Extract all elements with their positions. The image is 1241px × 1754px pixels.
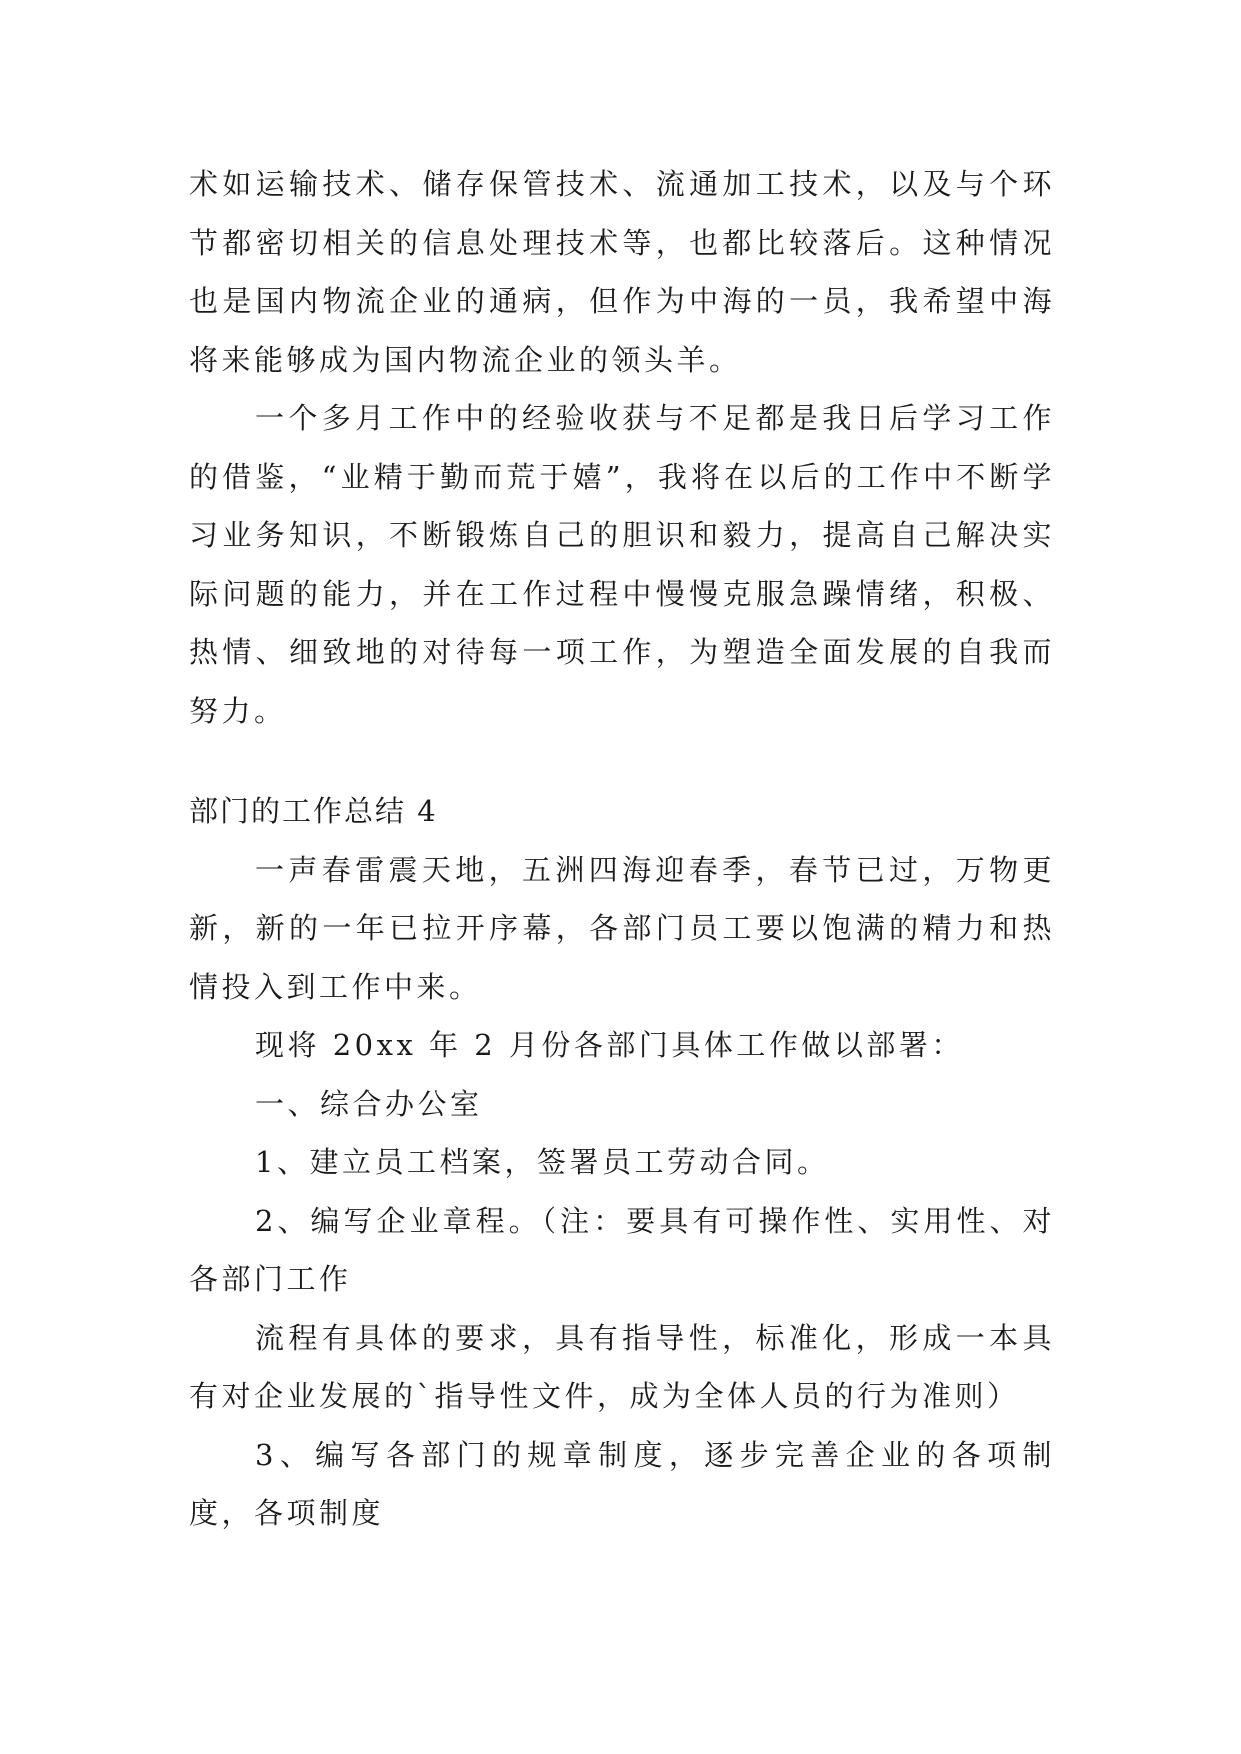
list-item-2: 2、编写企业章程。（注：要具有可操作性、实用性、对各部门工作 [189,1203,1055,1296]
section-title: 部门的工作总结 4 [189,794,438,828]
list-item-3: 3、编写各部门的规章制度，逐步完善企业的各项制度，各项制度 [189,1437,1055,1530]
paragraph-plan-intro: 现将 20xx 年 2 月份各部门具体工作做以部署： [255,1028,964,1062]
list-item-1: 1、建立员工档案，签署员工劳动合同。 [255,1145,830,1179]
list-item-2-continued: 流程有具体的要求，具有指导性，标准化，形成一本具有对企业发展的`指导性文件，成为全体人员的行为准则） [189,1320,1055,1413]
paragraph-office-heading: 一、综合办公室 [255,1086,483,1121]
paragraph-continuation: 术如运输技术、储存保管技术、流通加工技术，以及与个环节都密切相关的信息处理技术等，也都比较落后。这种情况也是国内物流企业的通病，但作为中海的一员，我希望中海将来能够成为国内物流企业的领头羊。 [189,167,1055,377]
paragraph-reflection: 一个多月工作中的经验收获与不足都是我日后学习工作的借鉴，“业精于勤而荒于嬉”，我将在以后的工作中不断学习业务知识，不断锻炼自己的胆识和毅力，提高自己解决实际问题的能力，并在工作过程中慢慢克服急躁情绪，积极、热情、细致地的对待每一项工作，为塑造全面发展的自我而努力。 [189,401,1055,728]
paragraph-intro: 一声春雷震天地，五洲四海迎春季，春节已过，万物更新，新的一年已拉开序幕，各部门员工要以饱满的精力和热情投入到工作中来。 [189,852,1055,1004]
document-body [189,155,1055,1543]
